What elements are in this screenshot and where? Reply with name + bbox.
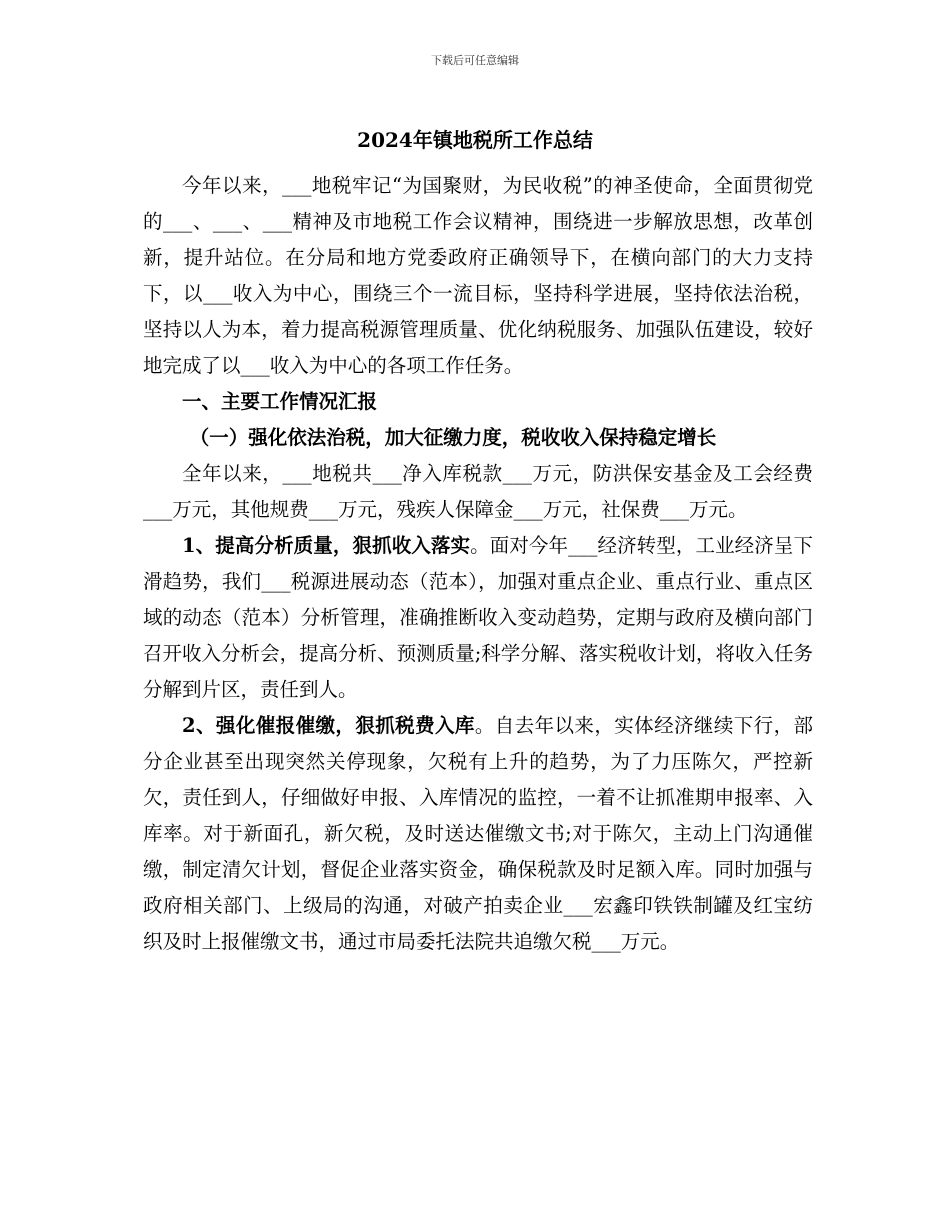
item-2-text: 。自去年以来，实体经济继续下行，部分企业甚至出现突然关停现象，欠税有上升的趋势，为了力压陈欠，严控新欠，责任到人，仔细做好申报、入库情况的监控，一着不让抓准期申报率、入库率。对于新面孔，新欠税，及时送达催缴文书;对于陈欠，主动上门沟通催缴，制定清欠计划，督促企业落实资金，确保税款及时足额入库。同时加强与政府相关部门、上级局的沟通，对破产拍卖企业___宏鑫印铁铁制罐及红宝纺织及时上报催缴文书，通过市局委托法院共追缴欠税___万元。 [143,714,813,953]
intro-paragraph: 今年以来，___地税牢记“为国聚财，为民收税”的神圣使命，全面贯彻党的___、___、___精神及市地税工作会议精神，围绕进一步解放思想，改革创新，提升站位。在分局和地方党委政府正确领导下，在横向部门的大力支持下，以___收入为中心，围绕三个一流目标，坚持科学进展，坚持依法治税，坚持以人为本，着力提高税源管理质量、优化纳税服务、加强队伍建设，较好地完成了以___收入为中心的各项工作任务。 [143,174,813,377]
item-2-paragraph [143,708,813,960]
page-header: 下载后可任意编辑 [431,54,519,67]
document-title: 2024年镇地税所工作总结 [357,128,593,152]
document-body [143,168,813,960]
item-2-lead: 2、强化催报催缴，狠抓税费入库 [182,714,475,737]
item-1-paragraph [143,528,813,708]
item-1-lead: 1、提高分析质量，狠抓收入落实 [182,534,471,557]
subsection-heading-1: （一）强化依法治税，加大征缴力度，税收收入保持稳定增长 [189,426,717,449]
item-1-text: 。面对今年___经济转型，工业经济呈下滑趋势，我们___税源进展动态（范本），加强对重点企业、重点行业、重点区域的动态（范本）分析管理，准确推断收入变动趋势，定期与政府及横向部门召开收入分析会，提高分析、预测质量;科学分解、落实税收计划，将收入任务分解到片区，责任到人。 [143,534,813,701]
revenue-paragraph: 全年以来，___地税共___净入库税款___万元，防洪保安基金及工会经费___万元，其他规费___万元，残疾人保障金___万元，社保费___万元。 [143,462,813,521]
section-heading-1: 一、主要工作情况汇报 [182,390,378,413]
